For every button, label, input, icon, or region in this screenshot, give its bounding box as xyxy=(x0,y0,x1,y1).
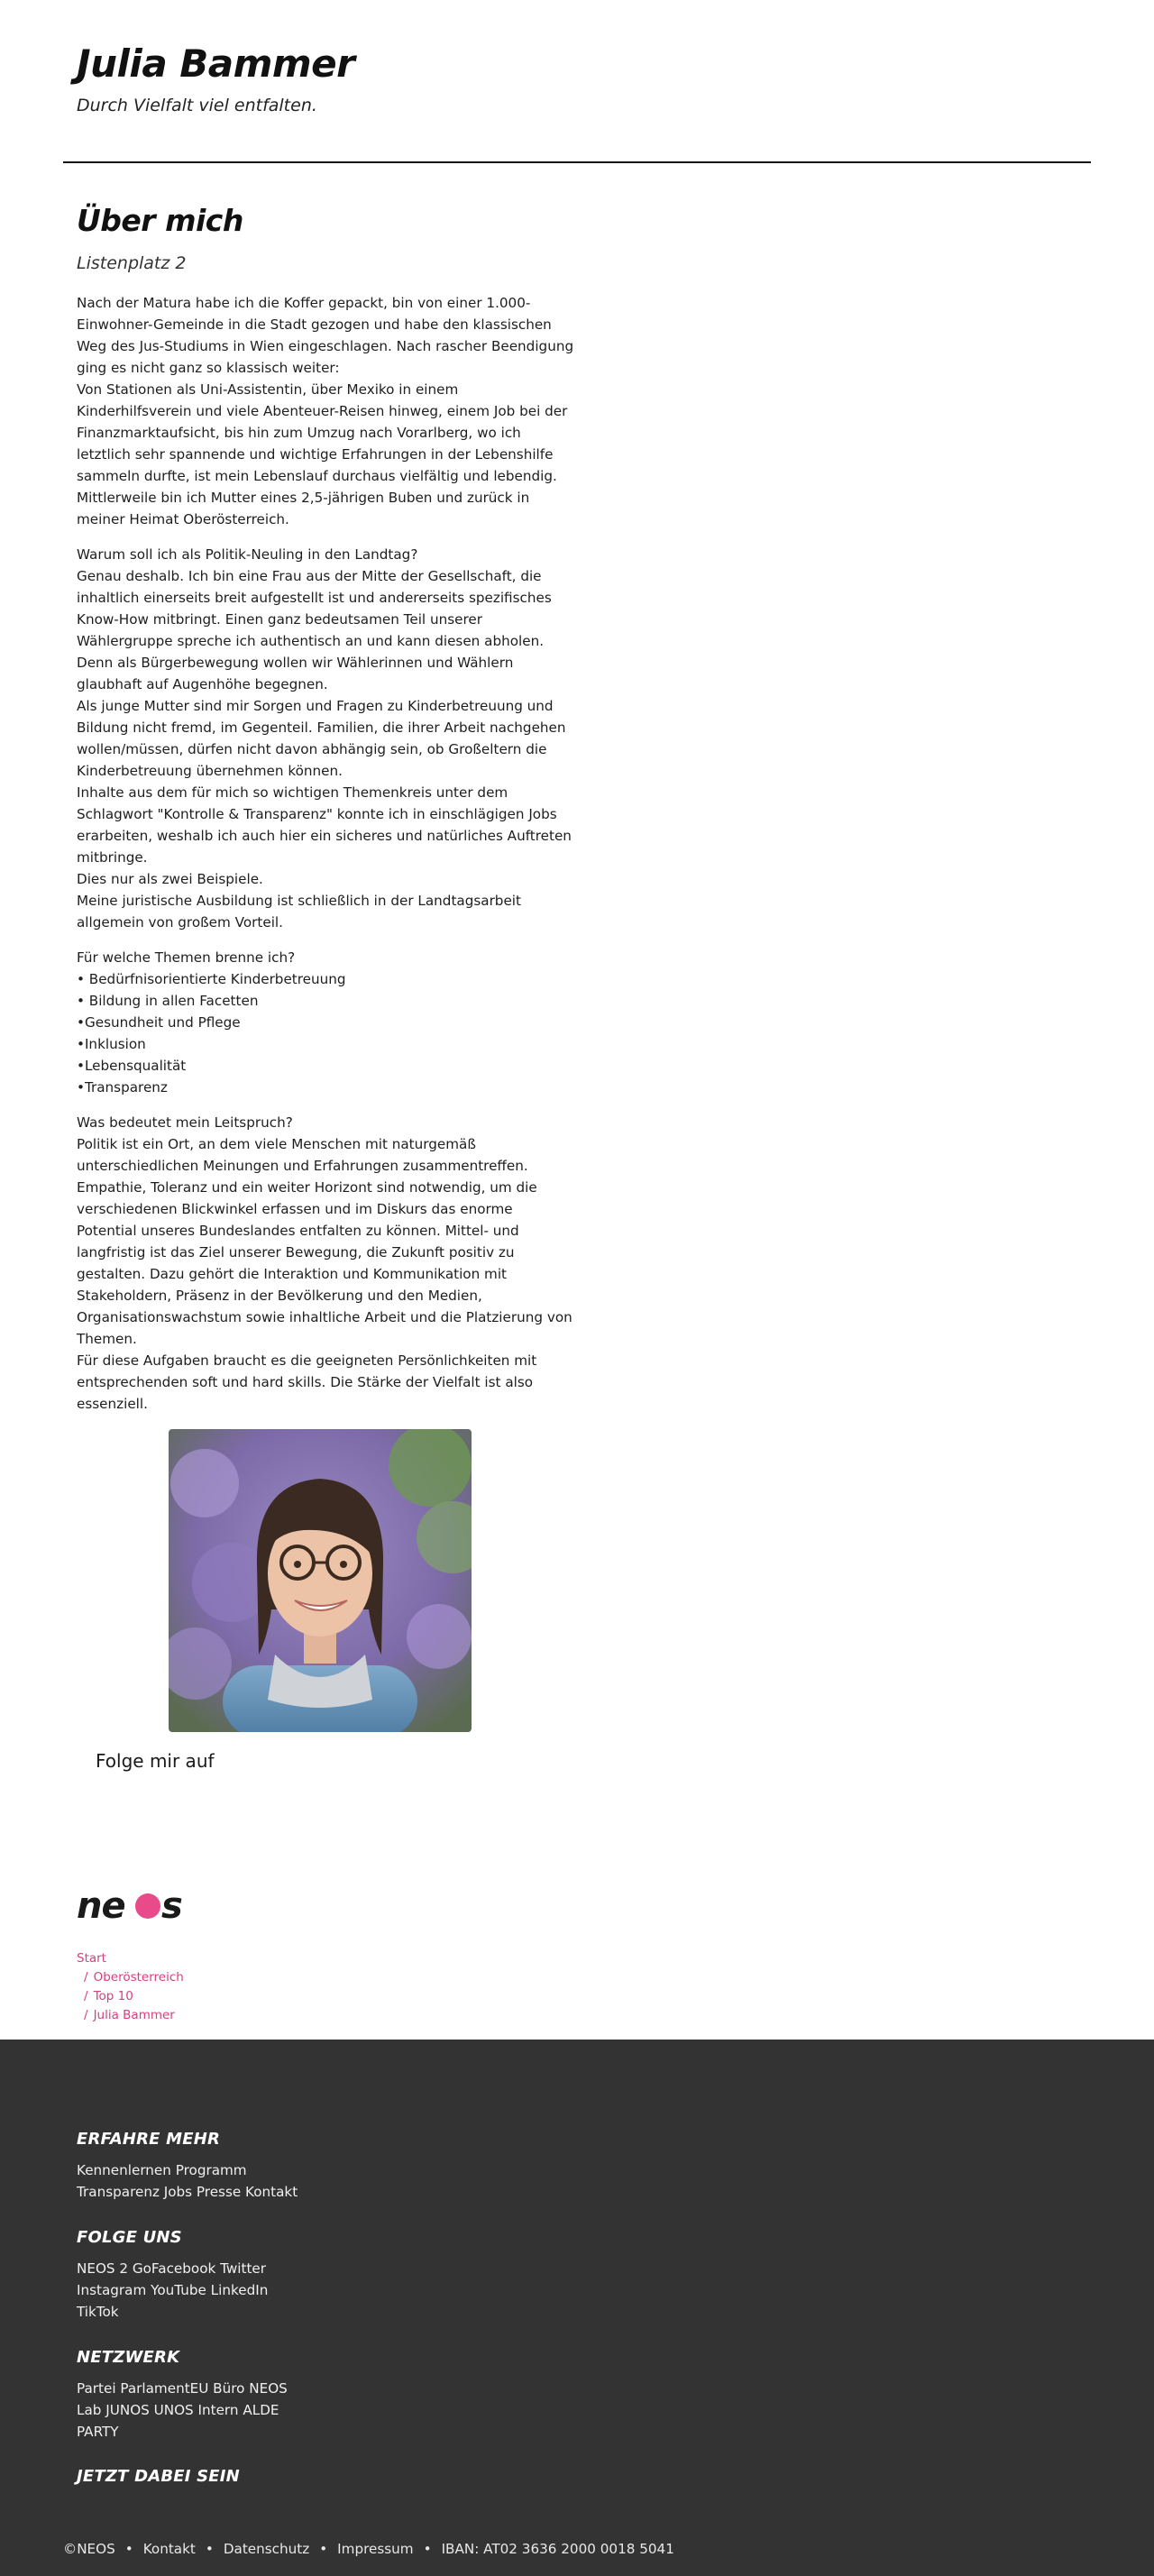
paragraph-line: Genau deshalb. Ich bin eine Frau aus der Mitte der Gesellschaft, die xyxy=(77,568,542,584)
article-paragraph xyxy=(77,947,568,1098)
paragraph-line: mitbringe. xyxy=(77,849,148,866)
separator-dot: • xyxy=(423,2541,432,2557)
site-footer xyxy=(0,2040,1154,2576)
paragraph-line: Inhalte aus dem für mich so wichtigen Themenkreis unter dem xyxy=(77,784,508,801)
paragraph-line: •Inklusion xyxy=(77,1036,146,1052)
paragraph-line: Warum soll ich als Politik-Neuling in den Landtag? xyxy=(77,546,418,563)
footer-links-line[interactable]: Instagram YouTube LinkedIn xyxy=(77,2282,269,2298)
breadcrumb-link-current[interactable]: Julia Bammer xyxy=(93,2008,175,2022)
paragraph-line: ging es nicht ganz so klassisch weiter: xyxy=(77,360,340,376)
paragraph-line: erarbeiten, weshalb ich auch hier ein sicheres und natürliches Auftreten xyxy=(77,828,572,844)
breadcrumb-separator: / xyxy=(84,2008,88,2022)
footer-link-impressum[interactable]: Impressum xyxy=(337,2541,414,2557)
paragraph-line: Wählergruppe spreche ich authentisch an und kann diesen abholen. xyxy=(77,633,545,649)
paragraph-line: Als junge Mutter sind mir Sorgen und Fragen zu Kinderbetreuung und xyxy=(77,698,554,714)
footer-links-line[interactable]: PARTY xyxy=(77,2424,119,2440)
paragraph-line: allgemein von großem Vorteil. xyxy=(77,914,283,930)
paragraph-line: verschiedenen Blickwinkel erfassen und im Diskurs das enorme xyxy=(77,1201,513,1217)
site-tagline: Durch Vielfalt viel entfalten. xyxy=(77,96,317,115)
neos-logo-icon xyxy=(77,1887,188,1923)
footer-links-line[interactable]: Transparenz Jobs Presse Kontakt xyxy=(77,2184,298,2200)
paragraph-line: Dies nur als zwei Beispiele. xyxy=(77,871,263,887)
paragraph-line: Stakeholdern, Präsenz in der Bevölkerung und den Medien, xyxy=(77,1288,482,1304)
portrait-image xyxy=(169,1429,472,1732)
paragraph-line: Schlagwort "Kontrolle & Transparenz" konnte ich in einschlägigen Jobs xyxy=(77,806,557,822)
paragraph-line: Was bedeutet mein Leitspruch? xyxy=(77,1114,293,1131)
paragraph-line: Kinderhilfsverein und viele Abenteuer-Reisen hinweg, einem Job bei der xyxy=(77,403,568,419)
portrait-photo xyxy=(169,1429,472,1732)
paragraph-line: •Lebensqualität xyxy=(77,1058,187,1074)
paragraph-line: Know-How mitbringt. Einen ganz bedeutsamen Teil unserer xyxy=(77,611,482,628)
footer-link-kontakt[interactable]: Kontakt xyxy=(142,2541,196,2557)
paragraph-line: Empathie, Toleranz und ein weiter Horizont sind notwendig, um die xyxy=(77,1179,537,1196)
footer-links-line[interactable]: NEOS 2 GoFacebook Twitter xyxy=(77,2260,267,2277)
footer-section-folge-uns xyxy=(77,2228,527,2323)
paragraph-line: inhaltlich einerseits breit aufgestellt ist und andererseits spezifisches xyxy=(77,590,552,606)
paragraph-line: • Bildung in allen Facetten xyxy=(77,993,259,1009)
article-paragraph xyxy=(77,544,572,933)
paragraph-line: Politik ist ein Ort, an dem viele Menschen mit naturgemäß xyxy=(77,1136,476,1152)
footer-section-erfahre-mehr xyxy=(77,2130,527,2203)
breadcrumb-item xyxy=(77,1949,184,1968)
footer-bottom-bar xyxy=(63,2541,674,2557)
follow-label: Folge mir auf xyxy=(96,1750,215,1772)
footer-links-line[interactable]: Lab JUNOS UNOS Intern ALDE xyxy=(77,2402,279,2418)
paragraph-line: unterschiedlichen Meinungen und Erfahrungen zusammentreffen. xyxy=(77,1158,528,1174)
footer-section-jetzt-dabei-sein xyxy=(77,2467,527,2486)
copyright-text: ©NEOS xyxy=(63,2541,115,2557)
paragraph-line: essenziell. xyxy=(77,1396,148,1412)
paragraph-line: Themen. xyxy=(77,1331,137,1347)
paragraph-line: sammeln durfte, ist mein Lebenslauf durchaus vielfältig und lebendig. xyxy=(77,468,557,484)
footer-heading: ERFAHRE MEHR xyxy=(77,2130,221,2149)
footer-heading: FOLGE UNS xyxy=(77,2228,182,2247)
breadcrumb-link-top10[interactable]: Top 10 xyxy=(93,1989,133,2003)
article-paragraph xyxy=(77,1112,572,1415)
paragraph-line: Von Stationen als Uni-Assistentin, über Mexiko in einem xyxy=(77,381,459,398)
breadcrumb-separator: / xyxy=(84,1970,88,1985)
footer-heading: NETZWERK xyxy=(77,2348,180,2367)
paragraph-line: wollen/müssen, dürfen nicht davon abhängig sein, ob Großeltern die xyxy=(77,741,547,757)
footer-section-netzwerk xyxy=(77,2348,527,2443)
paragraph-line: letztlich sehr spannende und wichtige Erfahrungen in der Lebenshilfe xyxy=(77,446,554,463)
breadcrumb-item xyxy=(77,1987,184,2006)
iban-text: IBAN: AT02 3636 2000 0018 5041 xyxy=(441,2541,674,2557)
breadcrumb-item xyxy=(77,1968,184,1987)
footer-link-datenschutz[interactable]: Datenschutz xyxy=(223,2541,310,2557)
separator-dot: • xyxy=(319,2541,328,2557)
paragraph-line: glaubhaft auf Augenhöhe begegnen. xyxy=(77,676,328,692)
article-paragraph xyxy=(77,292,574,530)
article-body xyxy=(77,292,574,1415)
paragraph-line: •Transparenz xyxy=(77,1079,168,1095)
footer-heading-link[interactable]: JETZT DABEI SEIN xyxy=(77,2467,240,2486)
footer-links-line[interactable]: TikTok xyxy=(77,2304,119,2320)
svg-text:ne: ne xyxy=(77,1887,125,1923)
header-divider xyxy=(63,161,1091,163)
paragraph-line: Potential unseres Bundeslandes entfalten zu können. Mittel- und xyxy=(77,1223,519,1239)
site-header xyxy=(0,0,1154,164)
paragraph-line: •Gesundheit und Pflege xyxy=(77,1014,241,1031)
main-content xyxy=(77,203,574,1415)
footer-links-line[interactable]: Partei ParlamentEU Büro NEOS xyxy=(77,2380,288,2397)
paragraph-line: Für diese Aufgaben braucht es die geeigneten Persönlichkeiten mit xyxy=(77,1352,537,1369)
paragraph-line: Einwohner-Gemeinde in die Stadt gezogen und habe den klassischen xyxy=(77,316,552,333)
neos-logo[interactable] xyxy=(77,1887,188,1923)
paragraph-line: Kinderbetreuung übernehmen können. xyxy=(77,763,343,779)
paragraph-line: gestalten. Dazu gehört die Interaktion und Kommunikation mit xyxy=(77,1266,508,1282)
site-title[interactable]: Julia Bammer xyxy=(77,41,355,86)
paragraph-line: Nach der Matura habe ich die Koffer gepackt, bin von einer 1.000- xyxy=(77,295,531,311)
separator-dot: • xyxy=(205,2541,214,2557)
svg-text:s: s xyxy=(161,1887,183,1923)
paragraph-line: • Bedürfnisorientierte Kinderbetreuung xyxy=(77,971,346,987)
breadcrumb-item xyxy=(77,2006,184,2025)
paragraph-line: Denn als Bürgerbewegung wollen wir Wählerinnen und Wählern xyxy=(77,655,514,671)
paragraph-line: meiner Heimat Oberösterreich. xyxy=(77,511,289,527)
paragraph-line: entsprechenden soft und hard skills. Die Stärke der Vielfalt ist also xyxy=(77,1374,534,1390)
paragraph-line: Für welche Themen brenne ich? xyxy=(77,949,296,966)
page-subtitle: Listenplatz 2 xyxy=(77,253,187,273)
paragraph-line: Weg des Jus-Studiums in Wien eingeschlagen. Nach rascher Beendigung xyxy=(77,338,574,354)
paragraph-line: Organisationswachstum sowie inhaltliche Arbeit und die Platzierung von xyxy=(77,1309,572,1325)
paragraph-line: Mittlerweile bin ich Mutter eines 2,5-jährigen Buben und zurück in xyxy=(77,490,530,506)
paragraph-line: Finanzmarktaufsicht, bis hin zum Umzug nach Vorarlberg, wo ich xyxy=(77,425,521,441)
breadcrumb-separator: / xyxy=(84,1989,88,2003)
separator-dot: • xyxy=(124,2541,133,2557)
paragraph-line: langfristig ist das Ziel unserer Bewegung, die Zukunft positiv zu xyxy=(77,1244,515,1260)
paragraph-line: Bildung nicht fremd, im Gegenteil. Familien, die ihrer Arbeit nachgehen xyxy=(77,720,566,736)
page-title: Über mich xyxy=(77,203,243,238)
breadcrumb-link-start[interactable]: Start xyxy=(77,1951,106,1966)
footer-links-line[interactable]: Kennenlernen Programm xyxy=(77,2162,247,2178)
paragraph-line: Meine juristische Ausbildung ist schließlich in der Landtagsarbeit xyxy=(77,893,521,909)
breadcrumb xyxy=(77,1949,184,2025)
breadcrumb-link-region[interactable]: Oberösterreich xyxy=(93,1970,184,1985)
